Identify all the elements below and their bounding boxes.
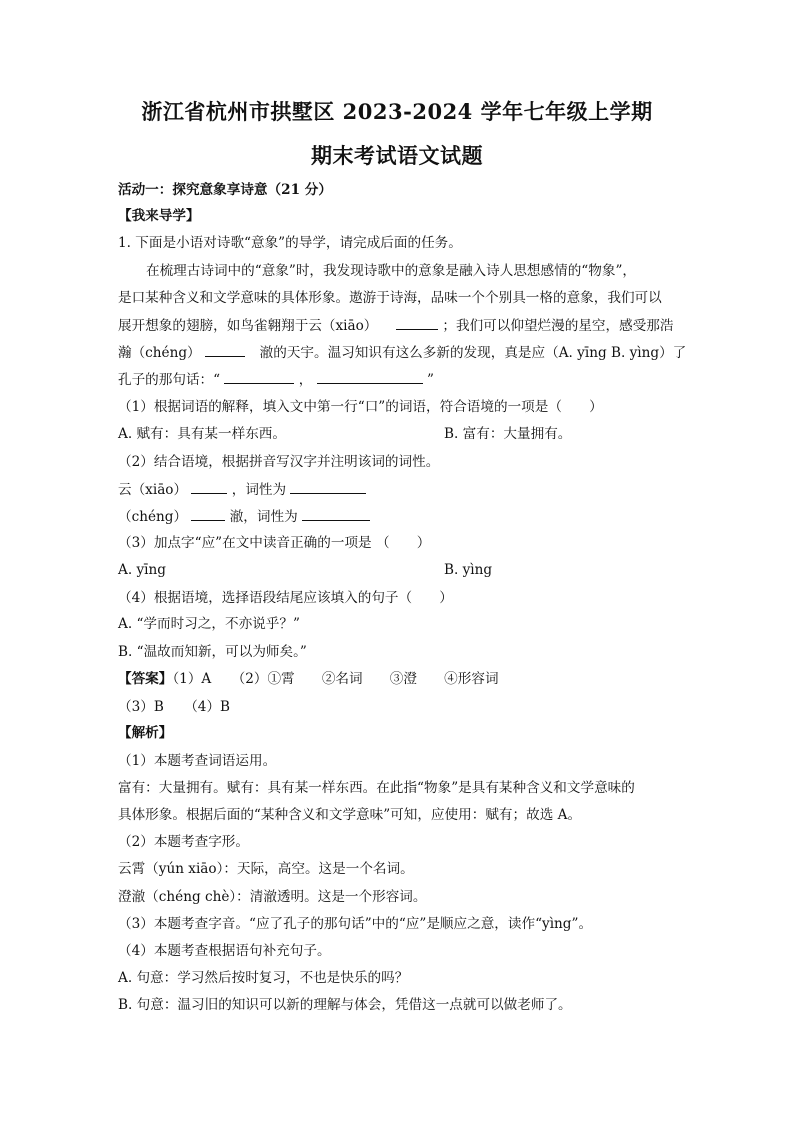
- analysis-line: （4）本题考查根据语句补充句子。: [118, 943, 331, 959]
- activity-heading: 活动一：探究意象享诗意（21 分）: [118, 182, 332, 198]
- paragraph-text: ；我们可以仰望烂漫的星空，感受那浩: [442, 318, 674, 334]
- analysis-line: A. 句意：学习然后按时复习，不也是快乐的吗？: [118, 970, 409, 986]
- answer-text: （1）A （2）①霄 ②名词 ③澄 ④形容词: [172, 671, 499, 687]
- option-a: A. 赋有：具有某一样东西。: [118, 426, 286, 442]
- paragraph-text: ，词性为: [231, 482, 287, 498]
- fill-blank[interactable]: [191, 479, 227, 494]
- paragraph-text: 澈，词性为: [229, 509, 298, 525]
- paragraph-text: ，: [298, 372, 313, 388]
- question-1-paragraph-line: 是口某种含义和文学意味的具体形象。遨游于诗海，品味一个个别具一格的意象，我们可以: [118, 290, 662, 306]
- sub-question-2-line: [118, 506, 370, 527]
- analysis-line: B. 句意：温习旧的知识可以新的理解与体会，凭借这一点就可以做老师了。: [118, 997, 572, 1013]
- fill-blank[interactable]: [396, 315, 438, 330]
- answer-label: 【答案】: [118, 671, 173, 687]
- fill-blank[interactable]: [205, 342, 245, 357]
- analysis-label: 【解析】: [118, 725, 173, 741]
- question-1-paragraph-line: 在梳理古诗词中的“意象”时，我发现诗歌中的意象是融入诗人思想感情的“物象”，: [146, 263, 636, 279]
- option-a: A. yīng: [118, 562, 166, 578]
- document-title-line1: 浙江省杭州市拱墅区 2023-2024 学年七年级上学期: [141, 99, 653, 124]
- paragraph-text: 澈的天宇。温习知识有这么多新的发现，真是应（A. yīng B. yìng）了: [259, 345, 687, 361]
- fill-blank[interactable]: [317, 369, 423, 384]
- sub-question-3: （3）加点字“应”在文中读音正确的一项是 （ ）: [118, 535, 431, 551]
- sub-question-4: （4）根据语境，选择语段结尾应该填入的句子（ ）: [118, 590, 453, 606]
- sub-question-2-line: [118, 479, 366, 500]
- answer-line: [118, 669, 499, 689]
- paragraph-text: 孔子的那句话：“: [118, 372, 221, 388]
- option-a: A. “学而时习之，不亦说乎？”: [118, 616, 300, 632]
- question-1-stem: 1. 下面是小语对诗歌“意象”的导学，请完成后面的任务。: [118, 235, 462, 251]
- document-title-line2: 期末考试语文试题: [311, 143, 483, 168]
- question-1-paragraph-line: [118, 315, 673, 336]
- analysis-line: 具体形象。根据后面的“某种含义和文学意味”可知，应使用：赋有；故选 A。: [118, 807, 582, 823]
- answer-line-2: （3）B （4）B: [118, 699, 231, 715]
- paragraph-text: ”: [427, 372, 434, 388]
- sub-question-2: （2）结合语境，根据拼音写汉字并注明该词的词性。: [118, 454, 440, 470]
- fill-blank[interactable]: [290, 479, 366, 494]
- paragraph-text: 云（xiāo）: [118, 482, 188, 498]
- analysis-line: 云霄（yún xiāo）：天际，高空。这是一个名词。: [118, 861, 414, 877]
- fill-blank[interactable]: [224, 369, 294, 384]
- paragraph-text: 瀚（chéng）: [118, 345, 201, 361]
- analysis-line: （2）本题考查字形。: [118, 834, 249, 850]
- fill-blank[interactable]: [302, 506, 370, 521]
- question-1-paragraph-line: [118, 369, 434, 390]
- paragraph-text: （chéng）: [118, 509, 188, 525]
- option-b: B. 富有：大量拥有。: [444, 426, 572, 442]
- analysis-line: （3）本题考查字音。“应了孔子的那句话”中的“应”是顺应之意，读作“yìng”。: [118, 916, 593, 932]
- option-b: B. yìng: [444, 562, 493, 578]
- paragraph-text: 展开想象的翅膀，如鸟雀翱翔于云（xiāo）: [118, 318, 378, 334]
- analysis-line: （1）本题考查词语运用。: [118, 753, 277, 769]
- analysis-line: 澄澈（chéng chè）：清澈透明。这是一个形容词。: [118, 889, 427, 905]
- analysis-line: 富有：大量拥有。赋有：具有某一样东西。在此指“物象”是具有某种含义和文学意味的: [118, 780, 635, 796]
- fill-blank[interactable]: [191, 506, 225, 521]
- section-guide-heading: 【我来导学】: [118, 208, 200, 224]
- question-1-paragraph-line: [118, 342, 686, 363]
- sub-question-1: （1）根据词语的解释，填入文中第一行“口”的词语，符合语境的一项是（ ）: [118, 399, 603, 415]
- option-b: B. “温故而知新，可以为师矣。”: [118, 644, 307, 660]
